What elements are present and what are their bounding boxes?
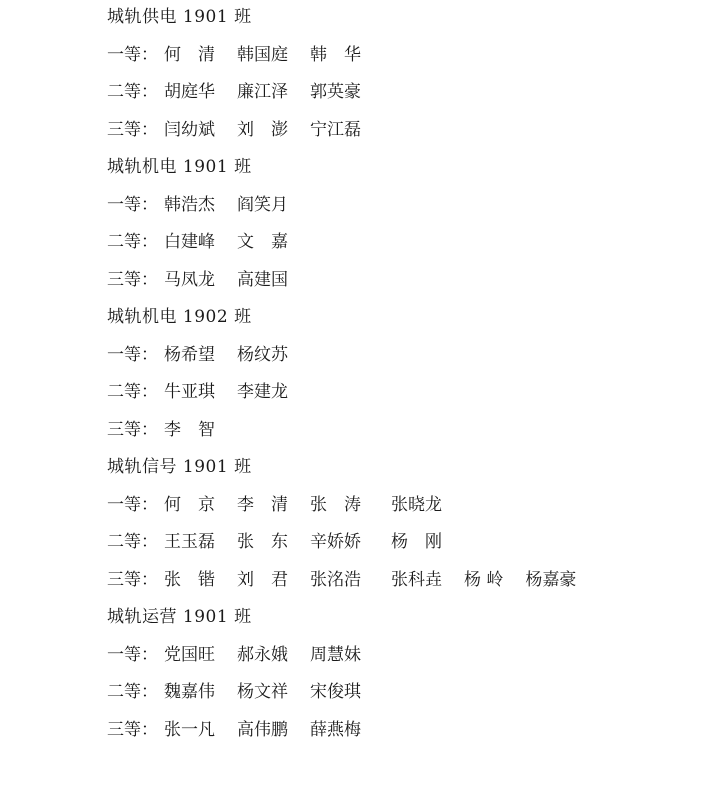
- class-title: 城轨信号 1901 班: [107, 457, 252, 477]
- prize-label: 三等：: [107, 269, 158, 290]
- student-name: 宋俊琪: [310, 682, 361, 702]
- award-list-document: [107, 4, 697, 754]
- student-name: 刘 澎: [237, 119, 288, 140]
- prize-row-first: [107, 192, 697, 230]
- student-name: 李 智: [164, 419, 215, 440]
- student-name: 宁江磊: [310, 119, 361, 140]
- prize-label: 二等：: [107, 532, 158, 552]
- prize-label: 一等：: [107, 494, 158, 515]
- prize-label: 三等：: [107, 719, 158, 740]
- student-name: 刘 君: [237, 569, 288, 590]
- student-name: 牛亚琪: [164, 382, 215, 402]
- student-name: 辛娇娇: [310, 532, 361, 552]
- student-name: 杨 刚: [391, 532, 442, 552]
- student-name: 薛燕梅: [310, 719, 361, 740]
- prize-label: 三等：: [107, 569, 158, 590]
- prize-row-first: [107, 42, 697, 80]
- student-name: 张洺浩: [310, 569, 361, 590]
- student-name: 韩 华: [310, 44, 361, 65]
- student-name: 胡庭华: [164, 82, 215, 102]
- prize-label: 一等：: [107, 44, 158, 65]
- student-name: 廉江泽: [237, 82, 288, 102]
- student-name: 郝永娥: [237, 644, 288, 665]
- student-name: 高建国: [237, 269, 288, 290]
- prize-label: 一等：: [107, 194, 158, 215]
- student-name: 何 京: [164, 494, 215, 515]
- student-name: 张一凡: [164, 719, 215, 740]
- prize-row-second: [107, 229, 697, 267]
- student-name: 文 嘉: [237, 232, 288, 252]
- student-name: 阎笑月: [237, 194, 288, 215]
- student-name: 高伟鹏: [237, 719, 288, 740]
- student-name: 韩国庭: [237, 44, 288, 65]
- prize-row-second: [107, 379, 697, 417]
- prize-label: 三等：: [107, 119, 158, 140]
- class-title: 城轨运营 1901 班: [107, 607, 252, 627]
- student-name: 马凤龙: [164, 269, 215, 290]
- student-name: 郭英豪: [310, 82, 361, 102]
- student-name: 韩浩杰: [164, 194, 215, 215]
- prize-label: 二等：: [107, 682, 158, 702]
- prize-row-third: [107, 717, 697, 755]
- prize-row-third: [107, 267, 697, 305]
- student-name: 杨文祥: [237, 682, 288, 702]
- class-title: 城轨机电 1902 班: [107, 307, 252, 327]
- prize-row-first: [107, 342, 697, 380]
- prize-label: 一等：: [107, 644, 158, 665]
- prize-row-second: [107, 79, 697, 117]
- class-title: 城轨供电 1901 班: [107, 7, 252, 27]
- prize-row-first: [107, 492, 697, 530]
- student-name: 白建峰: [164, 232, 215, 252]
- student-name: 杨嘉豪: [525, 569, 577, 590]
- prize-label: 三等：: [107, 419, 158, 440]
- student-name: 何 清: [164, 44, 215, 65]
- prize-row-first: [107, 642, 697, 680]
- student-name: 张 锴: [164, 569, 215, 590]
- student-name: 党国旺: [164, 644, 215, 665]
- student-name: 张晓龙: [391, 494, 442, 515]
- student-name: 杨纹苏: [237, 344, 288, 365]
- student-name: 张 涛: [310, 494, 361, 515]
- student-name: 闫幼斌: [164, 119, 215, 140]
- student-name: 李建龙: [237, 382, 288, 402]
- student-name: 张 东: [237, 532, 288, 552]
- prize-label: 二等：: [107, 232, 158, 252]
- student-name: 魏嘉伟: [164, 682, 215, 702]
- prize-row-second: [107, 679, 697, 717]
- prize-label: 二等：: [107, 382, 158, 402]
- prize-label: 一等：: [107, 344, 158, 365]
- student-name: 周慧妹: [310, 644, 361, 665]
- student-name: 张科垚: [391, 569, 442, 590]
- prize-row-third: [107, 117, 697, 155]
- student-name: 杨希望: [164, 344, 215, 365]
- student-name: 王玉磊: [164, 532, 215, 552]
- prize-row-second: [107, 529, 697, 567]
- class-title: 城轨机电 1901 班: [107, 157, 252, 177]
- prize-row-third: [107, 567, 697, 605]
- prize-label: 二等：: [107, 82, 158, 102]
- student-name: 李 清: [237, 494, 288, 515]
- prize-row-third: [107, 417, 697, 455]
- student-name: 杨 岭: [464, 569, 504, 590]
